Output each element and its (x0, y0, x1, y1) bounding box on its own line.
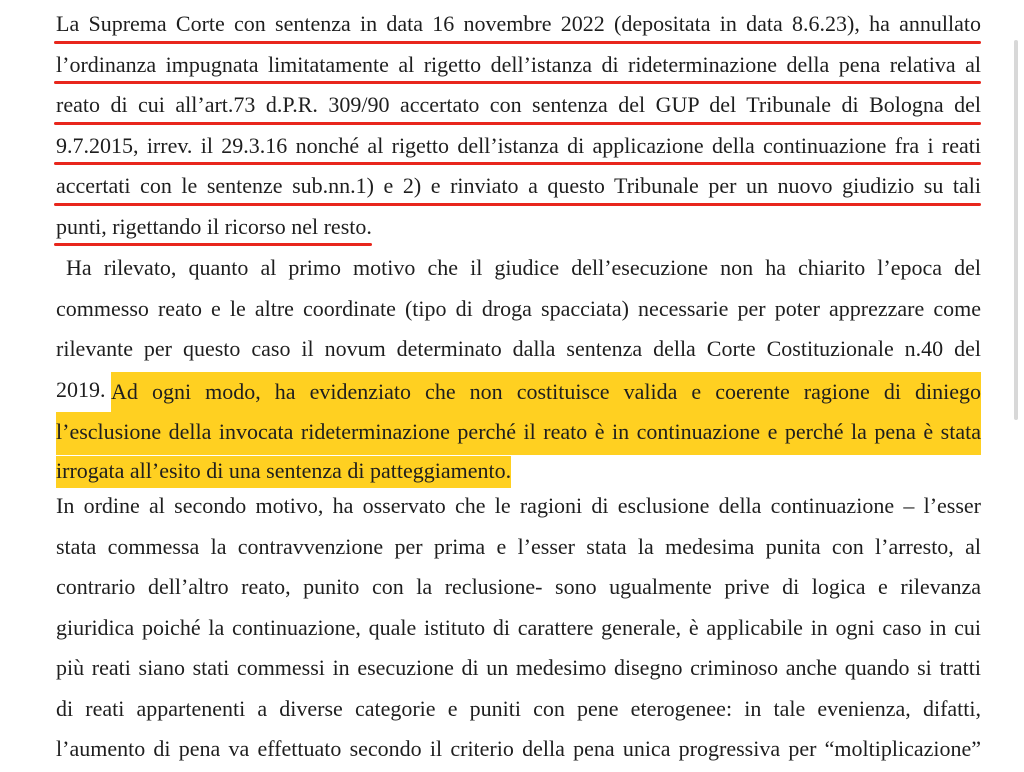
text-line (56, 250, 981, 291)
red-underline (54, 243, 372, 246)
highlighted-text: irrogata all’esito di una sentenza di patteggiamento. (56, 456, 511, 488)
text-line (56, 87, 981, 128)
line-text: 9.7.2015, irrev. il 29.3.16 nonché al rigetto dell’istanza di applicazione della continuazione fra i reati (56, 132, 981, 158)
text-line (56, 650, 981, 691)
line-text: giuridica poiché la continuazione, quale istituto di carattere generale, è applicabile in ogni caso in cui (56, 614, 981, 640)
line-text: l’aumento di pena va effettuato secondo il criterio della pena unica progressiva per “moltiplicazione” (56, 736, 981, 761)
line-text: reato di cui all’art.73 d.P.R. 309/90 accertato con sentenza del GUP del Tribunale di Bologna del (56, 92, 981, 117)
line-text: di reati appartenenti a diverse categorie e puniti con pene eterogenee: in tale evenienza, difatti, (56, 695, 981, 721)
text-line (56, 453, 981, 494)
red-underline (54, 162, 981, 165)
line-text: contrario dell’altro reato, punito con la reclusione- sono ugualmente prive di logica e rilevanza (56, 574, 981, 599)
text-line (56, 610, 981, 651)
highlighted-text: Ad ogni modo, ha evidenziato che non costituisce valida e coerente ragione di diniego (111, 372, 981, 413)
line-text: commesso reato e le altre coordinate (tipo di droga spacciata) necessarie per poter apprezzare come (56, 295, 981, 321)
text-line (56, 209, 981, 250)
paragraph-2 (56, 250, 981, 493)
line-text: 2019. (56, 376, 111, 402)
red-underline (54, 81, 981, 84)
text-line (56, 488, 981, 529)
line-text: stata commessa la contravvenzione per prima e l’esser stata la medesima punita con l’arresto, al (56, 533, 981, 559)
text-line (56, 291, 981, 332)
text-line (56, 6, 981, 47)
line-text: La Suprema Corte con sentenza in data 16 novembre 2022 (depositata in data 8.6.23), ha annullato (56, 11, 981, 36)
line-text: rilevante per questo caso il novum determinato dalla sentenza della Corte Costituzionale n.40 del (56, 336, 981, 361)
line-text: punti, rigettando il ricorso nel resto. (56, 213, 372, 239)
scrollbar[interactable] (1014, 40, 1018, 420)
text-line (56, 47, 981, 88)
text-line (56, 731, 981, 772)
text-line (56, 529, 981, 570)
text-line (56, 372, 981, 413)
paragraph-1 (56, 6, 981, 249)
line-text: più reati siano stati commessi in esecuzione di un medesimo disegno criminoso anche quando si tratti (56, 655, 981, 680)
text-line (56, 691, 981, 732)
line-text: accertati con le sentenze sub.nn.1) e 2) e rinviato a questo Tribunale per un nuovo giudizio su tali (56, 173, 981, 198)
text-line (56, 331, 981, 372)
red-underline (54, 203, 981, 206)
text-line (56, 412, 981, 453)
red-underline (54, 41, 981, 44)
text-line (56, 128, 981, 169)
text-line (56, 168, 981, 209)
highlighted-text: l’esclusione della invocata rideterminazione perché il reato è in continuazione e perché la pena è stata (56, 412, 981, 455)
line-text: Ha rilevato, quanto al primo motivo che il giudice dell’esecuzione non ha chiarito l’epoca del (66, 255, 981, 280)
paragraph-3 (56, 488, 981, 772)
line-text: In ordine al secondo motivo, ha osservato che le ragioni di esclusione della continuazione – l’esser (56, 493, 981, 518)
red-underline (54, 122, 981, 125)
line-text: l’ordinanza impugnata limitatamente al rigetto dell’istanza di rideterminazione della pena relativa al (56, 51, 981, 77)
text-line (56, 569, 981, 610)
